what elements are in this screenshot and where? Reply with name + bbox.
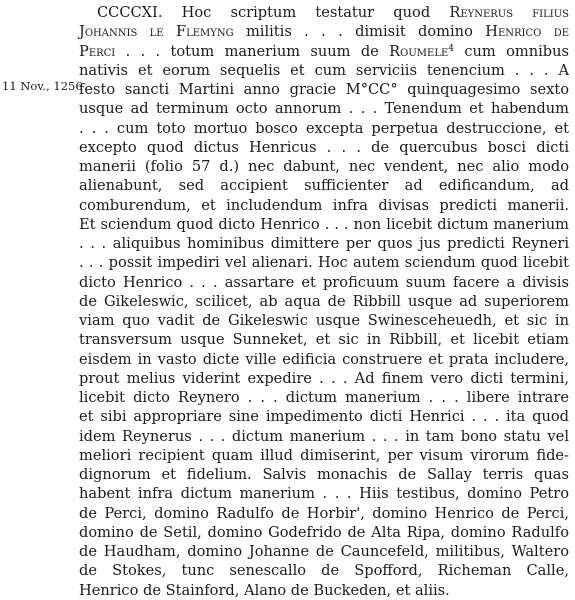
- text-segment: nativis et eorum sequelis et cum serviciis tenencium . . . A: [79, 61, 569, 79]
- text-segment: habent infra dictum manerium . . . Hiis testibus, domino Petro: [79, 485, 569, 503]
- text-line: [79, 138, 569, 157]
- text-line: [79, 273, 569, 292]
- text-segment: cum omnibus: [454, 42, 569, 60]
- small-caps-name: Perci: [79, 42, 116, 60]
- text-line: [79, 253, 569, 272]
- text-segment: et sibi appropriare sine impedimento dicti Henrici . . . ita quod: [79, 408, 569, 426]
- text-line: [79, 427, 569, 446]
- text-line: [79, 350, 569, 369]
- text-line: [79, 369, 569, 388]
- text-segment: CCCCXI. Hoc scriptum testatur quod: [97, 4, 450, 21]
- small-caps-name: Reynerus filius: [449, 4, 569, 21]
- text-line: [79, 61, 569, 80]
- text-segment: idem Reynerus . . . dictum manerium . . . in tam bono statu vel: [79, 427, 569, 445]
- text-line: [79, 234, 569, 253]
- text-line: [79, 196, 569, 215]
- text-segment: . . . cum toto mortuo bosco excepta perpetua destruccione, et: [79, 119, 569, 137]
- text-segment: festo sancti Martini anno gracie M°CC° quinquagesimo sexto: [79, 81, 569, 98]
- text-segment: dignorum et fidelium. Salvis monachis de Sallay terris quas: [79, 466, 569, 483]
- text-segment: de Haudham, domino Johanne de Cauncefeld, militibus, Waltero: [79, 543, 569, 560]
- text-segment: de Stokes, tunc senescallo de Spofford, Richeman Calle,: [79, 562, 569, 580]
- text-segment: excepto quod dictus Henricus . . . de quercubus bosci dicti: [79, 138, 569, 156]
- text-segment: dicto Henrico . . . assartare et proficuum suum facere a divisis: [79, 273, 569, 291]
- text-line: [79, 542, 569, 561]
- text-line: [79, 465, 569, 484]
- text-line: [79, 504, 569, 523]
- text-line: [79, 523, 569, 542]
- text-line: [79, 42, 569, 61]
- text-segment: eisdem in vasto dicte ville edificia construere et prata includere,: [79, 350, 569, 368]
- small-caps-name: Johannis le Flemyng: [79, 23, 234, 41]
- text-segment: viam quo vadit de Gikeleswic usque Swinesceheuedh, et sic in: [79, 312, 569, 329]
- text-line: [79, 80, 569, 99]
- charter-text: [79, 3, 569, 600]
- footnote-marker: 4: [448, 43, 454, 54]
- text-segment: de Gikeleswic, scilicet, ab aqua de Ribbill usque ad superiorem: [79, 292, 569, 310]
- text-segment: Henrico de Stainford, Alano de Buckeden, et aliis.: [79, 581, 450, 599]
- text-segment: licebit dicto Reynero . . . dictum manerium . . . libere intrare: [79, 389, 569, 406]
- margin-date-note: 11 Nov., 1256: [2, 79, 83, 93]
- small-caps-name: Roumele: [389, 42, 449, 60]
- text-segment: prout melius viderint expedire . . . Ad finem vero dicti termini,: [79, 369, 569, 387]
- text-segment: domino de Setil, domino Godefrido de Alta Ripa, domino Radulfo: [79, 523, 569, 541]
- text-line: [79, 311, 569, 330]
- text-line: [79, 157, 569, 176]
- text-line: [79, 330, 569, 349]
- text-segment: alienabunt, sed accipient sufficienter ad edificandum, ad: [79, 177, 569, 195]
- text-line: [79, 3, 569, 22]
- text-line: [79, 22, 569, 41]
- text-line: [79, 176, 569, 195]
- text-segment: usque ad terminum octo annorum . . . Tenendum et habendum: [79, 100, 569, 118]
- text-line: [79, 119, 569, 138]
- text-segment: manerii (folio 57 d.) nec dabunt, nec vendent, nec alio modo: [79, 158, 569, 175]
- text-segment: . . . aliquibus hominibus dimittere per quos jus predicti Reyneri: [79, 235, 569, 252]
- small-caps-name: Henrico de: [485, 23, 570, 41]
- text-line: [79, 561, 569, 580]
- text-segment: de Perci, domino Radulfo de Horbir', domino Henrico de Perci,: [79, 504, 569, 522]
- text-segment: militis . . . dimisit domino: [233, 23, 486, 41]
- text-line: [79, 215, 569, 234]
- text-line: [79, 292, 569, 311]
- text-line: [79, 446, 569, 465]
- text-segment: transversum usque Sunneket, et sic in Ribbill, et licebit etiam: [79, 331, 569, 349]
- text-segment: meliori recipient quam illud dimiserint, per visum virorum fide-: [79, 446, 569, 464]
- text-segment: . . . totum manerium suum de: [115, 42, 390, 60]
- text-segment: . . . possit impediri vel alienari. Hoc autem sciendum quod licebit: [79, 254, 569, 272]
- text-segment: comburendum, et includendum infra divisas predicti manerii.: [79, 196, 569, 214]
- text-line: [79, 407, 569, 426]
- text-line: [79, 484, 569, 503]
- text-line: [79, 388, 569, 407]
- text-line: [79, 99, 569, 118]
- text-segment: Et sciendum quod dicto Henrico . . . non licebit dictum manerium: [79, 215, 569, 233]
- text-line: [79, 581, 569, 600]
